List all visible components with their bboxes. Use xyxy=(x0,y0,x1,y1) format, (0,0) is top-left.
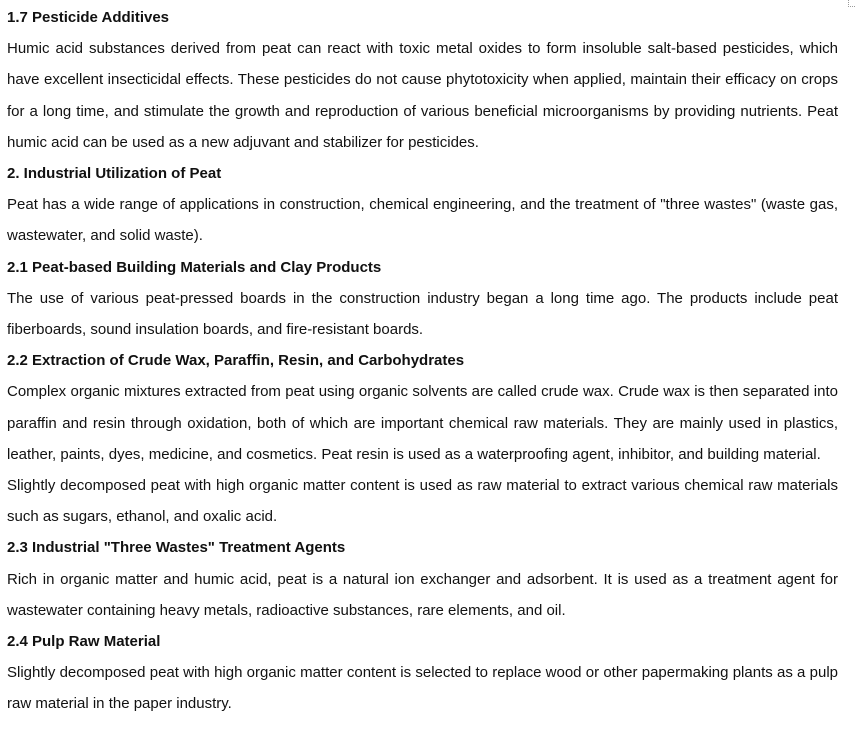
section-heading-1-7: 1.7 Pesticide Additives xyxy=(7,9,170,26)
page-corner-mark xyxy=(848,0,855,7)
section-heading-2-2: 2.2 Extraction of Crude Wax, Paraffin, Resin, and Carbohydrates xyxy=(7,352,465,370)
section-heading-2-3: 2.3 Industrial "Three Wastes" Treatment Agents xyxy=(7,539,346,557)
section-heading-2: 2. Industrial Utilization of Peat xyxy=(7,165,222,183)
paragraph-pulp-raw-material: Slightly decomposed peat with high organic matter content is selected to replace wood or other papermaking plants as a pulp raw material in the paper industry. xyxy=(7,664,838,713)
section-heading-2-1: 2.1 Peat-based Building Materials and Clay Products xyxy=(7,258,382,276)
paragraph-crude-wax-extraction: Complex organic mixtures extracted from peat using organic solvents are called crude wax. Crude wax is then separated into paraffin and resin through oxidation, both of which are important chemical raw materials. They are mainly used in plastics, leather, paints, dyes, medicine, and cosmetics. Peat resin is used as a waterproofing agent, inhibitor, and building material. xyxy=(7,383,838,463)
paragraph-pesticide-additives: Humic acid substances derived from peat can react with toxic metal oxides to form insoluble salt-based pesticides, which have excellent insecticidal effects. These pesticides do not cause phytotoxicity when applied, maintain their efficacy on crops for a long time, and stimulate the growth and reproduction of various beneficial microorganisms by providing nutrients. Peat humic acid can be used as a new adjuvant and stabilizer for pesticides. xyxy=(7,40,838,151)
paragraph-industrial-utilization: Peat has a wide range of applications in construction, chemical engineering, and the treatment of "three wastes" (waste gas, wastewater, and solid waste). xyxy=(7,196,838,245)
paragraph-chemical-raw-materials: Slightly decomposed peat with high organic matter content is used as raw material to extract various chemical raw materials such as sugars, ethanol, and oxalic acid. xyxy=(7,477,838,526)
paragraph-three-wastes-treatment: Rich in organic matter and humic acid, peat is a natural ion exchanger and adsorbent. It is used as a treatment agent for wastewater containing heavy metals, radioactive substances, rare elements, and oil. xyxy=(7,570,838,619)
section-heading-2-4: 2.4 Pulp Raw Material xyxy=(7,633,161,651)
paragraph-building-materials: The use of various peat-pressed boards in the construction industry began a long time ago. The products include peat fiberboards, sound insulation boards, and fire-resistant boards. xyxy=(7,289,838,339)
